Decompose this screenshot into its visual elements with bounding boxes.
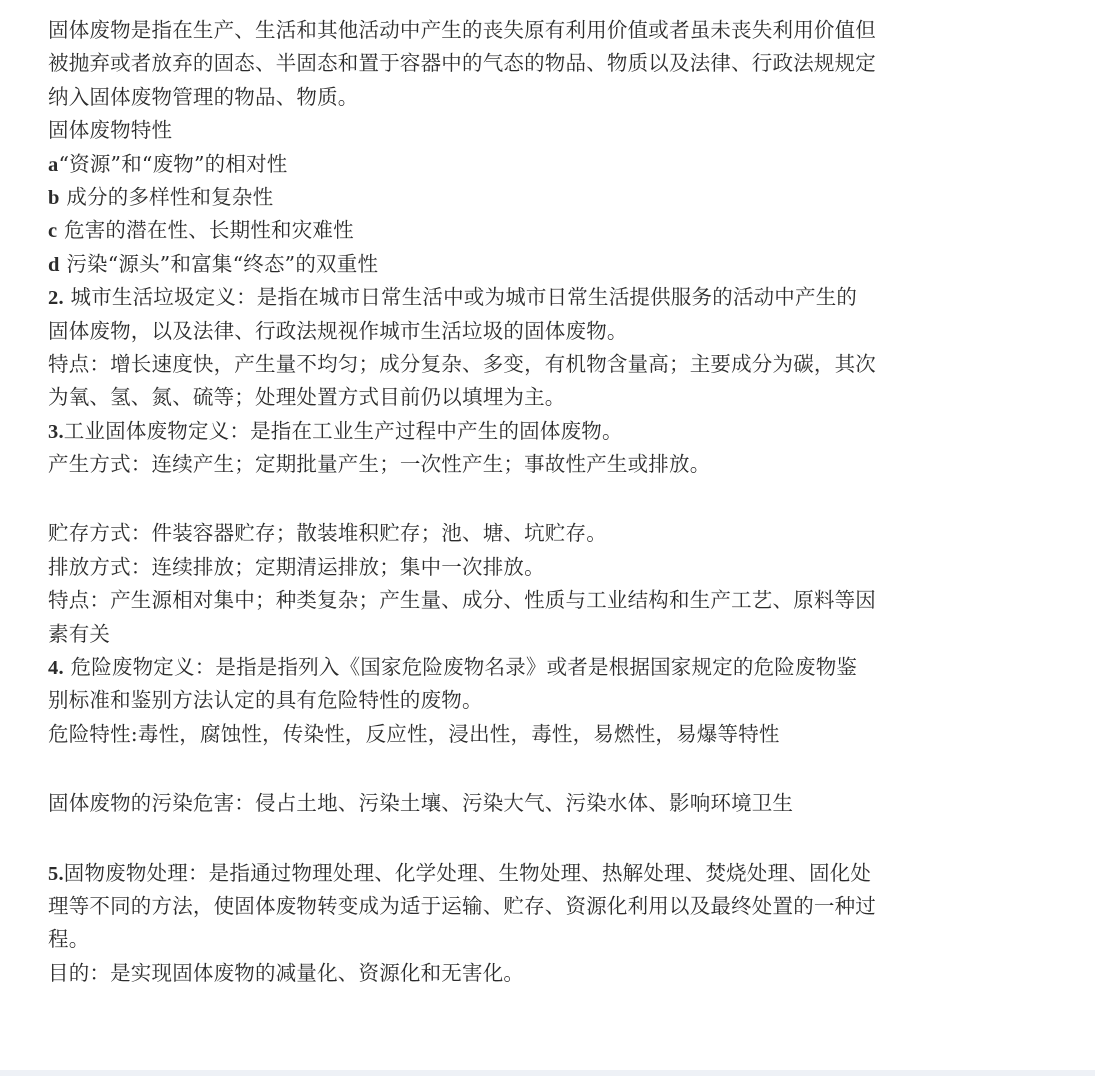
- document-body: [48, 14, 1048, 990]
- item-text: “资源”和“废物”的相对性: [58, 151, 288, 176]
- characteristics-heading: 固体废物特性: [48, 118, 173, 143]
- section-4-line-1: [48, 651, 1048, 684]
- page-bottom-edge: [0, 1070, 1095, 1076]
- characteristic-item: [48, 181, 1048, 214]
- section-3-storage: 贮存方式：件装容器贮存；散装堆积贮存；池、塘、坑贮存。: [48, 521, 607, 546]
- section-number: 2.: [48, 287, 64, 310]
- section-4-hazard: 危险特性:毒性，腐蚀性，传染性，反应性，浸出性，毒性，易燃性，易爆等特性: [48, 721, 780, 746]
- section-5-line-2: 理等不同的方法，使固体废物转变成为适于运输、贮存、资源化利用以及最终处置的一种过: [48, 893, 876, 918]
- intro-line-3: 纳入固体废物管理的物品、物质。: [48, 84, 359, 109]
- section-4-pollution: 固体废物的污染危害：侵占土地、污染土壤、污染大气、污染水体、影响环境卫生: [48, 791, 794, 816]
- intro-line-2: 被抛弃或者放弃的固态、半固态和置于容器中的气态的物品、物质以及法律、行政法规规定: [48, 51, 876, 76]
- section-5-line-1: [48, 857, 1048, 890]
- section-2-features-2: 为氧、氢、氮、硫等；处理处置方式目前仍以填埋为主。: [48, 385, 566, 410]
- characteristic-item: [48, 214, 1048, 247]
- section-3-discharge: 排放方式：连续排放；定期清运排放；集中一次排放。: [48, 554, 545, 579]
- spacer: [48, 481, 1048, 517]
- characteristic-item: [48, 148, 1048, 181]
- spacer: [48, 751, 1048, 787]
- section-text: 危险废物定义：是指是指列入《国家危险废物名录》或者是根据国家规定的危险废物鉴: [63, 655, 858, 680]
- item-marker: b: [48, 186, 60, 209]
- intro-line-1: 固体废物是指在生产、生活和其他活动中产生的丧失原有利用价值或者虽未丧失利用价值但: [48, 18, 876, 42]
- item-marker: c: [48, 220, 58, 243]
- item-text: 污染“源头”和富集“终态”的双重性: [66, 251, 379, 276]
- item-text: 成分的多样性和复杂性: [66, 184, 274, 209]
- section-3-features-2: 素有关: [48, 621, 111, 646]
- section-4-line-2: 别标准和鉴别方法认定的具有危险特性的废物。: [48, 688, 483, 713]
- item-marker: d: [48, 253, 60, 276]
- section-2-line-1: [48, 281, 1048, 314]
- section-text: 城市生活垃圾定义：是指在城市日常生活中或为城市日常生活提供服务的活动中产生的: [63, 285, 858, 310]
- section-3-production: 产生方式：连续产生；定期批量产生；一次性产生；事故性产生或排放。: [48, 452, 711, 477]
- characteristic-item: [48, 248, 1048, 281]
- spacer: [48, 821, 1048, 857]
- section-5-goal: 目的：是实现固体废物的减量化、资源化和无害化。: [48, 960, 525, 985]
- section-2-line-2: 固体废物，以及法律、行政法规视作城市生活垃圾的固体废物。: [48, 318, 628, 343]
- section-number: 3.: [48, 420, 64, 443]
- section-3-line-1: [48, 415, 1048, 448]
- section-5-line-3: 程。: [48, 927, 90, 952]
- section-number: 5.: [48, 862, 64, 885]
- section-number: 4.: [48, 657, 64, 680]
- item-marker: a: [48, 153, 59, 176]
- section-text: 工业固体废物定义：是指在工业生产过程中产生的固体废物。: [63, 418, 623, 443]
- item-text: 危害的潜在性、长期性和灾难性: [64, 218, 354, 243]
- section-3-features-1: 特点：产生源相对集中；种类复杂；产生量、成分、性质与工业结构和生产工艺、原料等因: [48, 588, 876, 613]
- section-2-features-1: 特点：增长速度快，产生量不均匀；成分复杂、多变，有机物含量高；主要成分为碳，其次: [48, 351, 876, 376]
- section-text: 固物废物处理：是指通过物理处理、化学处理、生物处理、热解处理、焚烧处理、固化处: [63, 860, 872, 885]
